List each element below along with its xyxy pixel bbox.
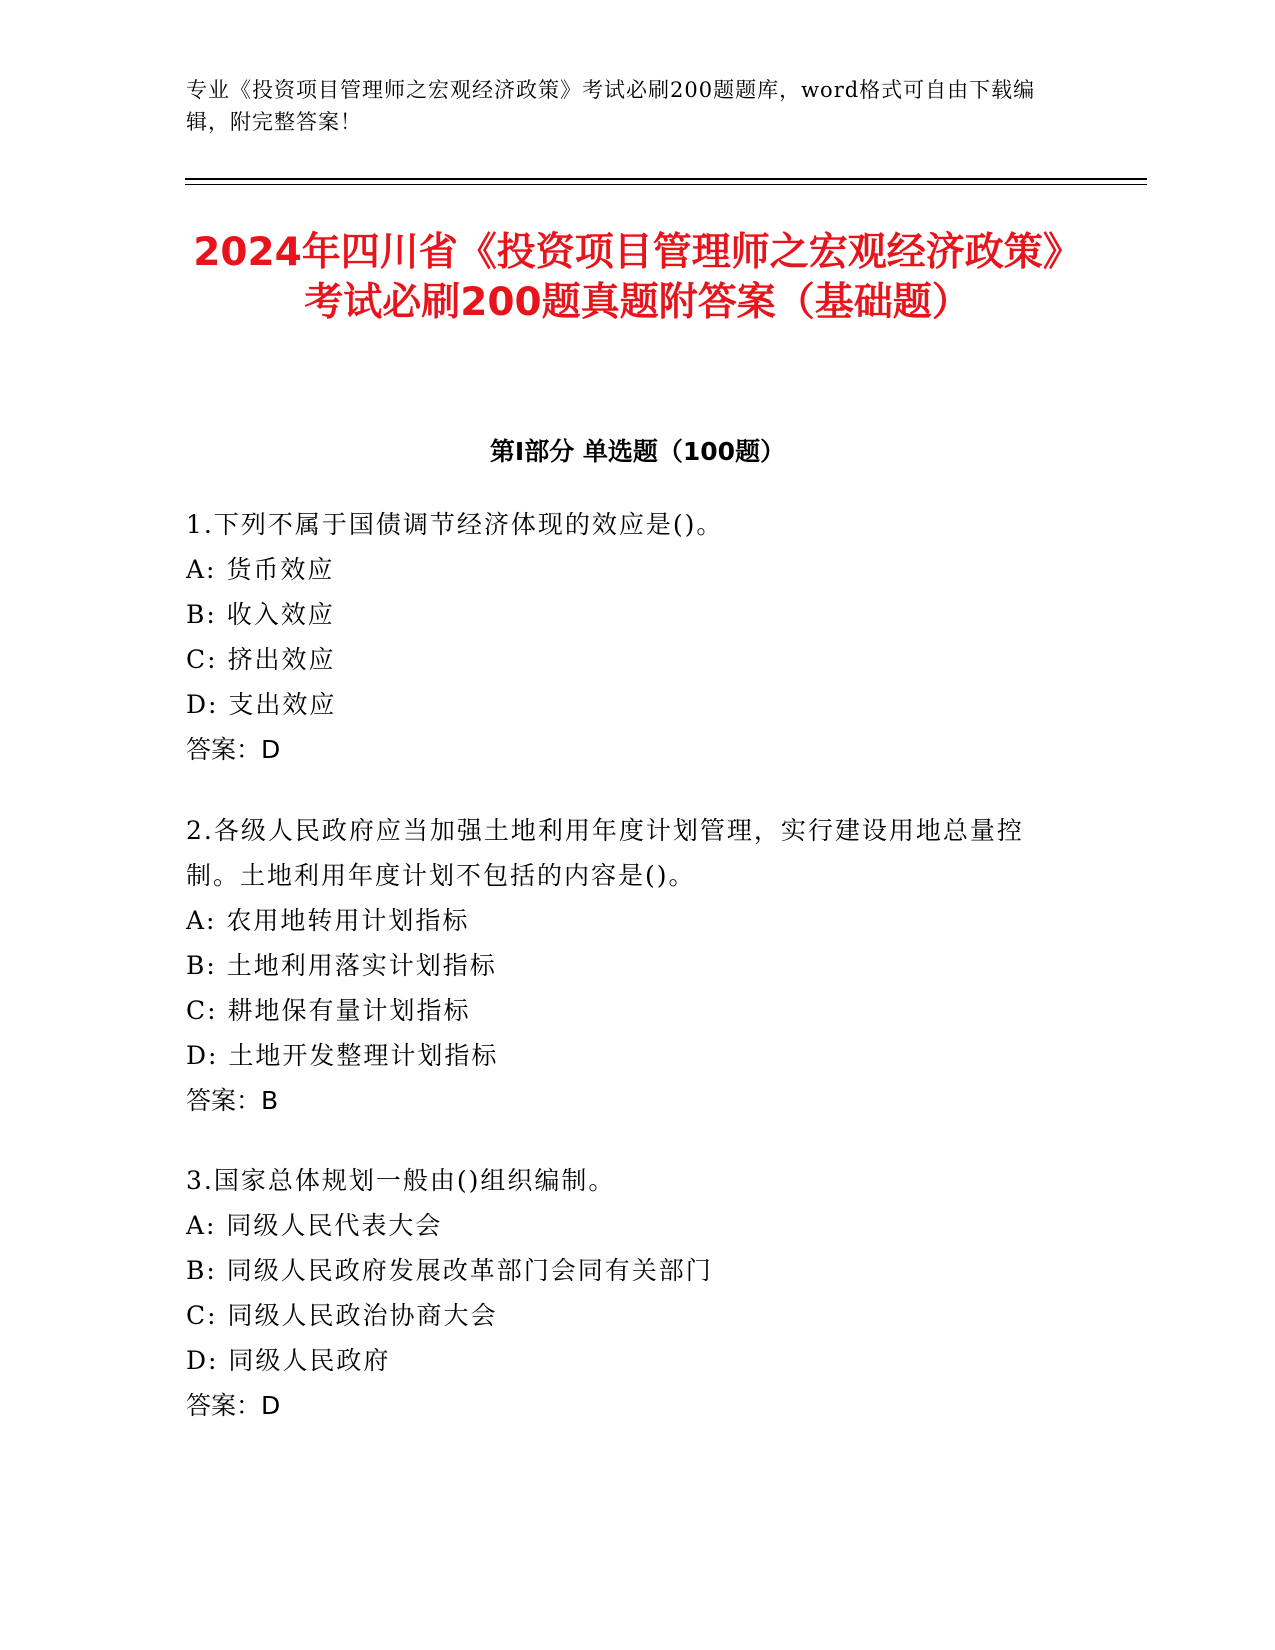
question-2	[186, 808, 1066, 1123]
answer: 答案：D	[186, 735, 281, 764]
option-d: D: 支出效应	[186, 690, 337, 719]
question-1	[186, 502, 1066, 772]
question-3	[186, 1158, 1066, 1428]
answer: 答案：B	[186, 1086, 279, 1115]
option-c: C: 挤出效应	[186, 645, 336, 674]
option-a: A: 货币效应	[186, 555, 335, 584]
option-d: D: 同级人民政府	[186, 1346, 391, 1375]
option-a: A: 农用地转用计划指标	[186, 906, 470, 935]
option-b: B: 土地利用落实计划指标	[186, 951, 497, 980]
question-text: 1.下列不属于国债调节经济体现的效应是()。	[186, 510, 724, 539]
document-title: 2024年四川省《投资项目管理师之宏观经济政策》考试必刷200题真题附答案（基础题）	[193, 230, 1082, 325]
section-heading: 第I部分 单选题（100题）	[489, 437, 786, 466]
option-a: A: 同级人民代表大会	[186, 1211, 443, 1240]
option-c: C: 同级人民政治协商大会	[186, 1301, 498, 1330]
question-text: 2.各级人民政府应当加强土地利用年度计划管理，实行建设用地总量控制。土地利用年度计划不包括的内容是()。	[186, 816, 1024, 890]
answer: 答案：D	[186, 1391, 281, 1420]
header-note: 专业《投资项目管理师之宏观经济政策》考试必刷200题题库，word格式可自由下载编辑，附完整答案！	[186, 78, 1036, 134]
header-rule-thick	[185, 178, 1147, 180]
option-b: B: 同级人民政府发展改革部门会同有关部门	[186, 1256, 713, 1285]
question-text: 3.国家总体规划一般由()组织编制。	[186, 1166, 616, 1195]
option-d: D: 土地开发整理计划指标	[186, 1041, 499, 1070]
option-b: B: 收入效应	[186, 600, 335, 629]
option-c: C: 耕地保有量计划指标	[186, 996, 471, 1025]
header-rule-thin	[185, 184, 1147, 185]
